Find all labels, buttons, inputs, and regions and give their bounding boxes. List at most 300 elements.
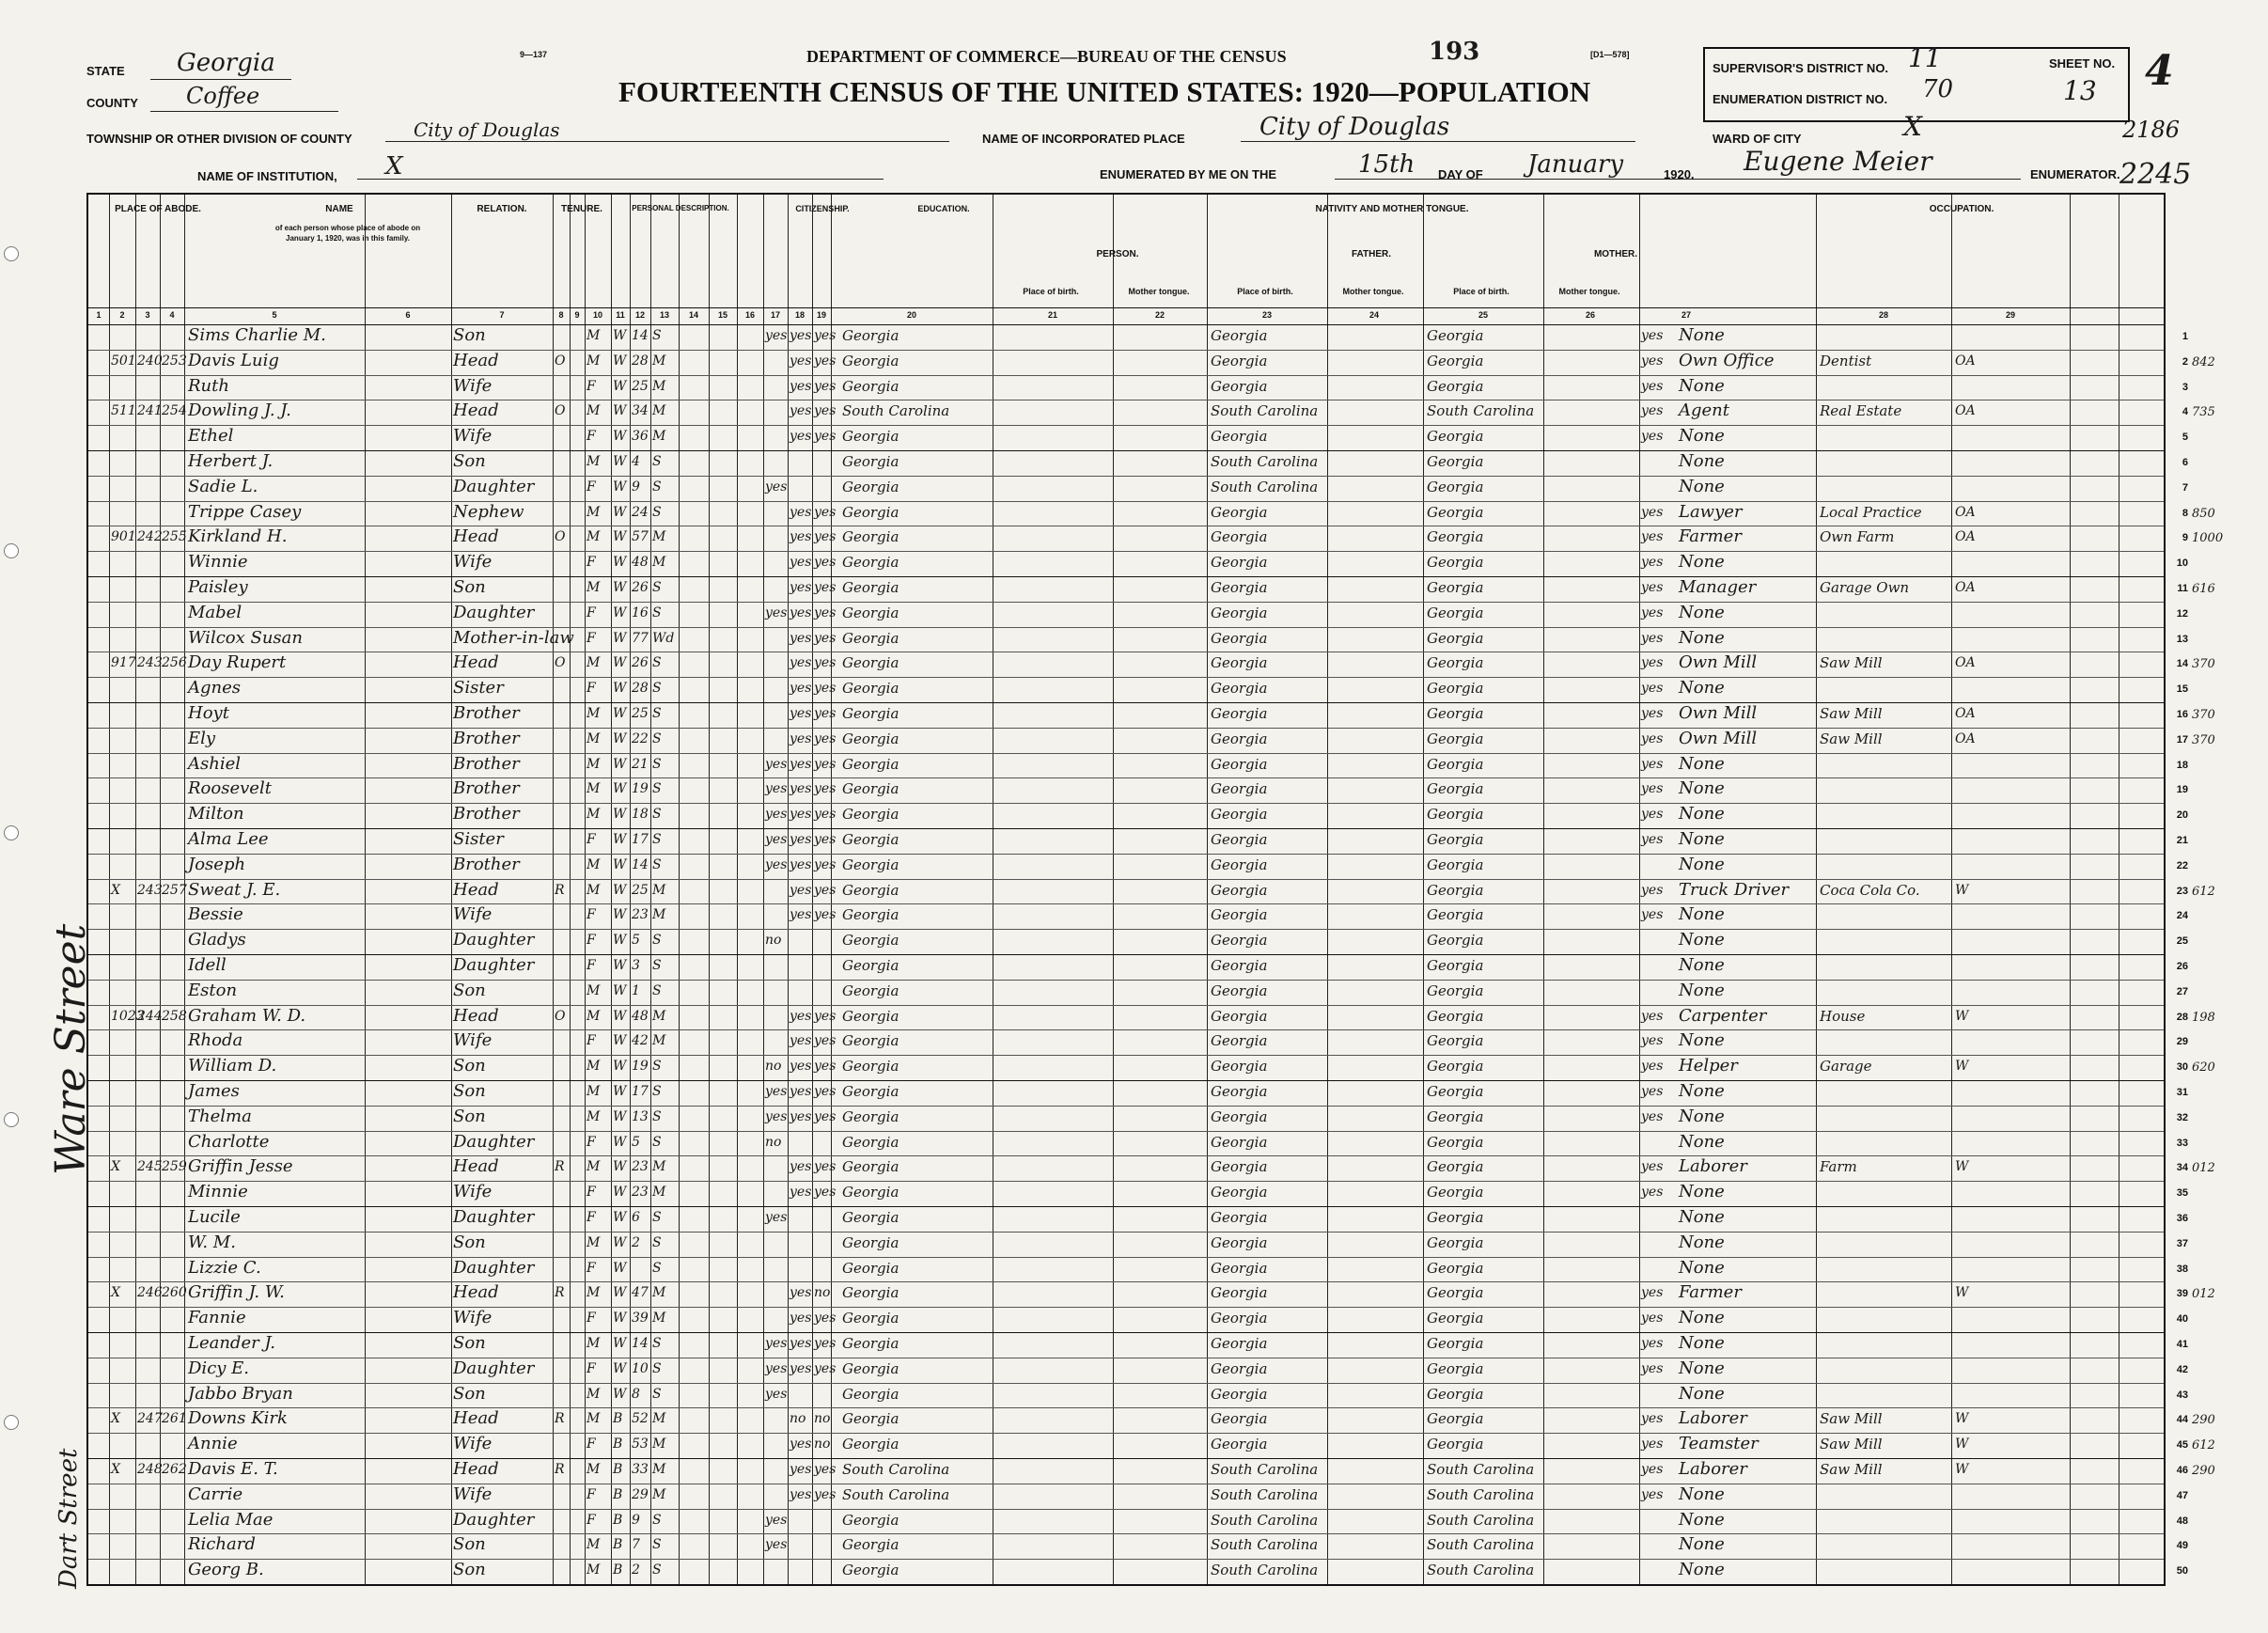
cell-rel: Wife [453,1434,493,1454]
cell-pob: Georgia [842,1058,899,1076]
cell-rel: Son [453,451,486,471]
cell-name: W. M. [188,1232,236,1252]
cell-read: yes [790,907,812,923]
cell-rel: Daughter [453,1257,535,1278]
cell-read: yes [790,529,812,545]
cell-fam: 254 [162,403,187,419]
cell-occ: None [1679,1308,1725,1328]
cell-house: 1023 [111,1008,145,1024]
cell-occ: None [1679,1383,1725,1404]
cell-fpob: Georgia [1211,957,1268,974]
cell-sex: M [587,730,601,746]
column-number: 11 [616,310,625,320]
cell-name: Mabel [188,602,242,622]
group-name: NAME [325,204,353,214]
cell-rel: Son [453,577,486,597]
cell-mar: S [652,1512,662,1528]
margin-number: 1000 [2192,531,2224,546]
cell-race: W [613,1210,627,1225]
cell-sex: M [587,856,601,872]
cell-eng: yes [1641,1285,1664,1301]
cell-fpob: Georgia [1211,705,1268,722]
column-number: 6 [405,310,411,320]
cell-mar: S [652,328,662,343]
cell-rel: Daughter [453,955,535,975]
cell-age: 36 [632,429,649,445]
cell-house: 511 [111,403,136,419]
cell-rel: Daughter [453,1509,535,1530]
cell-sex: M [587,1059,601,1075]
margin-number: 012 [2192,1161,2215,1176]
cell-rel: Mother-in-law [453,627,574,648]
cell-sex: F [587,832,596,847]
cell-occ: None [1679,1333,1725,1353]
cell-age: 2 [632,1234,640,1250]
binder-hole [4,1112,19,1127]
cell-age: 18 [632,807,649,823]
cell-occ: None [1679,753,1725,774]
cell-school: yes [765,1512,788,1528]
group-citizenship: CITIZENSHIP. [795,204,850,213]
cell-tenure: R [555,1285,565,1301]
cell-pob: Georgia [842,1536,899,1554]
cell-write: yes [814,781,837,797]
institution-label: NAME OF INSTITUTION, [197,169,337,183]
cell-mar: S [652,856,662,872]
column-number: 7 [499,310,505,320]
cell-emp: W [1955,1159,1969,1175]
cell-occ: None [1679,552,1725,573]
cell-rel: Son [453,1333,486,1353]
cell-mar: S [652,1336,662,1351]
cell-race: W [613,1108,627,1124]
cell-name: Wilcox Susan [188,627,303,648]
row-number: 7 [2182,481,2188,494]
cell-mar: S [652,958,662,973]
column-number: 2 [119,310,125,320]
sheet-label: SHEET NO. [2049,56,2116,71]
cell-name: Leander J. [188,1333,275,1353]
cell-name: Dicy E. [188,1358,250,1378]
cell-pob: Georgia [842,856,899,873]
cell-race: W [613,832,627,847]
cell-house: 501 [111,353,136,369]
cell-read: yes [790,605,812,620]
cell-occ: None [1679,955,1725,975]
cell-eng: yes [1641,555,1664,571]
cell-mar: M [652,882,666,898]
cell-pob: Georgia [842,1259,899,1277]
cell-ind: Saw Mill [1820,1410,1883,1428]
cell-sex: F [587,1486,596,1502]
cell-mpob: Georgia [1427,629,1484,647]
cell-sex: F [587,1512,596,1528]
cell-occ: None [1679,426,1725,447]
cell-name: Downs Kirk [188,1408,288,1429]
row-number: 12 [2176,607,2188,620]
cell-mpob: Georgia [1427,1259,1484,1277]
cell-race: B [613,1411,623,1427]
cell-eng: yes [1641,1059,1664,1075]
cell-read: yes [790,807,812,823]
cell-name: Bessie [188,904,243,925]
cell-sex: F [587,1210,596,1225]
cell-pob: Georgia [842,629,899,647]
cell-occ: Carpenter [1679,1005,1767,1026]
cell-mpob: Georgia [1427,327,1484,344]
cell-mar: S [652,681,662,697]
name-description: of each person whose place of abode on January 1, 1920, was in this family. [274,224,421,243]
column-number: 29 [2005,310,2015,320]
cell-pob: Georgia [842,932,899,950]
cell-pob: South Carolina [842,1485,950,1503]
cell-write: no [814,1437,831,1452]
cell-sex: F [587,378,596,394]
cell-emp: OA [1955,655,1976,671]
cell-rel: Daughter [453,602,535,622]
cell-pob: Georgia [842,680,899,698]
column-number: 4 [169,310,175,320]
cell-age: 1 [632,982,640,998]
cell-rel: Daughter [453,476,535,496]
cell-fpob: Georgia [1211,352,1268,369]
cell-mar: M [652,429,666,445]
cell-fpob: Georgia [1211,1385,1268,1403]
cell-sex: M [587,1008,601,1024]
cell-sex: M [587,504,601,520]
column-number: 8 [558,310,564,320]
cell-fpob: South Carolina [1211,478,1319,495]
cell-eng: yes [1641,630,1664,646]
cell-race: B [613,1537,623,1553]
cell-mar: S [652,807,662,823]
cell-mpob: Georgia [1427,654,1484,672]
column-number: 10 [592,310,602,320]
column-number: 1 [96,310,102,320]
margin-number: 370 [2192,708,2215,722]
supervisor-label: SUPERVISOR'S DISTRICT NO. [1713,61,1889,75]
cell-fpob: Georgia [1211,1233,1268,1251]
cell-sex: F [587,1360,596,1376]
stamp-number: 193 [1429,38,1480,66]
cell-pob: Georgia [842,1133,899,1151]
cell-school: yes [765,328,788,343]
cell-fpob: South Carolina [1211,453,1319,470]
margin-number: 198 [2192,1010,2215,1025]
cell-write: yes [814,756,837,772]
cell-sex: F [587,1134,596,1150]
cell-write: yes [814,1008,837,1024]
department-heading: DEPARTMENT OF COMMERCE—BUREAU OF THE CENSUS [806,47,1287,66]
cell-race: W [613,1360,627,1376]
cell-mpob: Georgia [1427,957,1484,974]
cell-mar: S [652,1134,662,1150]
cell-race: W [613,882,627,898]
cell-name: Eston [188,980,238,1000]
margin-note-top: 2186 [2122,117,2181,143]
cell-occ: Teamster [1679,1434,1759,1454]
cell-rel: Wife [453,552,493,573]
cell-mar: M [652,1437,666,1452]
cell-write: yes [814,529,837,545]
cell-pob: Georgia [842,604,899,621]
cell-name: Davis Luig [188,350,279,370]
cell-emp: W [1955,1437,1969,1452]
cell-sex: M [587,1285,601,1301]
cell-read: yes [790,403,812,419]
cell-name: Lizzie C. [188,1257,261,1278]
cell-pob: Georgia [842,654,899,672]
cell-school: yes [765,1084,788,1099]
cell-name: Gladys [188,930,246,950]
cell-fpob: Georgia [1211,1158,1268,1176]
group-education: EDUCATION. [917,204,970,213]
cell-fpob: Georgia [1211,755,1268,773]
cell-emp: OA [1955,580,1976,595]
cell-fam: 259 [162,1159,187,1175]
cell-pob: Georgia [842,780,899,798]
cell-name: Lucile [188,1207,241,1227]
cell-dwell: 244 [137,1008,163,1024]
cell-write: yes [814,856,837,872]
cell-fpob: Georgia [1211,831,1268,848]
cell-write: yes [814,605,837,620]
row-number: 8 [2182,507,2188,519]
cell-race: W [613,580,627,595]
cell-emp: OA [1955,353,1976,369]
cell-race: W [613,1386,627,1402]
cell-occ: None [1679,1030,1725,1051]
cell-mar: M [652,1185,666,1201]
cell-age: 9 [632,1512,640,1528]
cell-occ: Farmer [1679,526,1742,547]
cell-pob: Georgia [842,1359,899,1377]
cell-fpob: Georgia [1211,1133,1268,1151]
cell-occ: Lawyer [1679,501,1743,522]
cell-race: W [613,1059,627,1075]
cell-write: yes [814,1336,837,1351]
cell-occ: None [1679,804,1725,824]
column-number: 16 [744,310,755,320]
cell-eng: yes [1641,1033,1664,1049]
cell-rel: Head [453,1408,499,1429]
cell-rel: Brother [453,703,520,723]
cell-sex: M [587,706,601,721]
cell-age: 33 [632,1462,649,1477]
row-number: 40 [2176,1313,2188,1326]
cell-race: W [613,1134,627,1150]
cell-mar: S [652,655,662,671]
cell-name: Ruth [188,375,229,396]
cell-eng: yes [1641,529,1664,545]
cell-ind: Garage Own [1820,579,1910,596]
cell-occ: None [1679,778,1725,799]
cell-mar: S [652,1084,662,1099]
cell-pob: Georgia [842,1007,899,1025]
cell-eng: yes [1641,1311,1664,1327]
cell-age: 4 [632,454,640,469]
cell-school: yes [765,1336,788,1351]
cell-eng: yes [1641,1462,1664,1477]
cell-ind: Coca Cola Co. [1820,881,1920,899]
cell-pob: Georgia [842,1284,899,1302]
pob-label-father: Place of birth. [1237,287,1293,296]
cell-age: 24 [632,504,649,520]
cell-name: Sweat J. E. [188,879,281,900]
cell-emp: OA [1955,403,1976,419]
cell-school: yes [765,781,788,797]
cell-occ: None [1679,325,1725,345]
cell-name: Ely [188,728,216,748]
cell-mpob: Georgia [1427,981,1484,999]
cell-sex: F [587,681,596,697]
cell-fam: 256 [162,655,187,671]
group-personal: PERSONAL DESCRIPTION. [632,204,729,212]
cell-fpob: Georgia [1211,1335,1268,1352]
cell-fpob: Georgia [1211,932,1268,950]
row-number: 18 [2176,759,2188,771]
cell-eng: yes [1641,1411,1664,1427]
cell-fpob: Georgia [1211,1184,1268,1201]
cell-mpob: Georgia [1427,579,1484,596]
cell-read: yes [790,781,812,797]
cell-mpob: Georgia [1427,680,1484,698]
cell-race: W [613,907,627,923]
cell-name: Rhoda [188,1030,243,1051]
cell-race: W [613,1033,627,1049]
cell-name: Milton [188,804,244,824]
month-value: January [1527,150,1624,179]
cell-name: Ethel [188,426,234,447]
cell-mar: S [652,1059,662,1075]
cell-sex: M [587,1411,601,1427]
cell-race: W [613,504,627,520]
margin-note-2: 2245 [2119,158,2192,191]
state-label: STATE [86,64,125,78]
cell-sex: M [587,1234,601,1250]
pob-label-mother: Place of birth. [1453,287,1509,296]
cell-rel: Daughter [453,1207,535,1227]
margin-number: 012 [2192,1287,2215,1302]
cell-ind: Saw Mill [1820,1461,1883,1478]
cell-read: yes [790,1336,812,1351]
cell-occ: Own Office [1679,350,1775,370]
ward-label: WARD OF CITY [1713,132,1802,146]
cell-occ: Farmer [1679,1282,1742,1303]
cell-mpob: Georgia [1427,604,1484,621]
cell-rel: Head [453,879,499,900]
cell-dwell: 248 [137,1462,163,1477]
cell-rel: Brother [453,804,520,824]
cell-fpob: Georgia [1211,629,1268,647]
margin-number: 370 [2192,657,2215,672]
cell-sex: F [587,429,596,445]
column-number: 28 [1878,310,1888,320]
cell-fpob: Georgia [1211,579,1268,596]
cell-dwell: 240 [137,353,163,369]
cell-mpob: South Carolina [1427,402,1535,420]
cell-write: yes [814,429,837,445]
group-place-of-abode: PLACE OF ABODE. [115,204,201,214]
cell-pob: Georgia [842,554,899,572]
cell-age: 5 [632,1134,640,1150]
form-number: 9—137 [520,50,548,59]
row-number: 2 [2182,355,2188,368]
cell-name: Jabbo Bryan [188,1383,293,1404]
cell-fam: 258 [162,1008,187,1024]
cell-ind: Garage [1820,1058,1872,1076]
row-number: 38 [2176,1263,2188,1275]
cell-race: W [613,555,627,571]
cell-age: 57 [632,529,649,545]
enumeration-label: ENUMERATION DISTRICT NO. [1713,92,1888,106]
cell-eng: yes [1641,1008,1664,1024]
cell-read: yes [790,882,812,898]
cell-rel: Wife [453,426,493,447]
cell-occ: Helper [1679,1056,1738,1076]
cell-mar: S [652,580,662,595]
cell-school: yes [765,1386,788,1402]
cell-mar: M [652,403,666,419]
cell-read: yes [790,756,812,772]
cell-race: W [613,1185,627,1201]
cell-age: 23 [632,1185,649,1201]
enumerated-label: ENUMERATED BY ME ON THE [1100,167,1277,181]
cell-name: Joseph [188,854,246,874]
cell-rel: Wife [453,375,493,396]
cell-mpob: Georgia [1427,755,1484,773]
cell-occ: Truck Driver [1679,879,1790,900]
sheet-value: 13 [2063,75,2097,106]
cell-fpob: Georgia [1211,881,1268,899]
cell-fpob: Georgia [1211,1058,1268,1076]
cell-occ: Laborer [1679,1459,1747,1479]
cell-read: yes [790,1084,812,1099]
margin-number: 290 [2192,1413,2215,1428]
cell-read: yes [790,555,812,571]
cell-occ: None [1679,1358,1725,1378]
cell-age: 77 [632,630,649,646]
cell-rel: Sister [453,678,504,699]
sub-person: PERSON. [1096,249,1139,259]
cell-mpob: Georgia [1427,528,1484,546]
cell-name: Roosevelt [188,778,272,799]
column-number: 13 [659,310,669,320]
cell-race: W [613,630,627,646]
cell-rel: Son [453,1560,486,1580]
cell-fam: 261 [162,1411,187,1427]
cell-name: Dowling J. J. [188,400,291,421]
cell-name: Ashiel [188,753,241,774]
cell-age: 29 [632,1486,649,1502]
cell-pob: Georgia [842,478,899,495]
cell-rel: Son [453,1383,486,1404]
row-number: 1 [2182,331,2188,342]
cell-mpob: South Carolina [1427,1461,1535,1478]
cell-occ: Laborer [1679,1156,1747,1177]
cell-sex: M [587,580,601,595]
cell-age: 26 [632,655,649,671]
cell-mar: S [652,1210,662,1225]
cell-mar: S [652,504,662,520]
census-table [86,193,2224,1586]
cell-mpob: Georgia [1427,831,1484,848]
cell-read: yes [790,730,812,746]
cell-age: 28 [632,681,649,697]
cell-rel: Head [453,400,499,421]
cell-age: 48 [632,1008,649,1024]
cell-fpob: Georgia [1211,1436,1268,1453]
